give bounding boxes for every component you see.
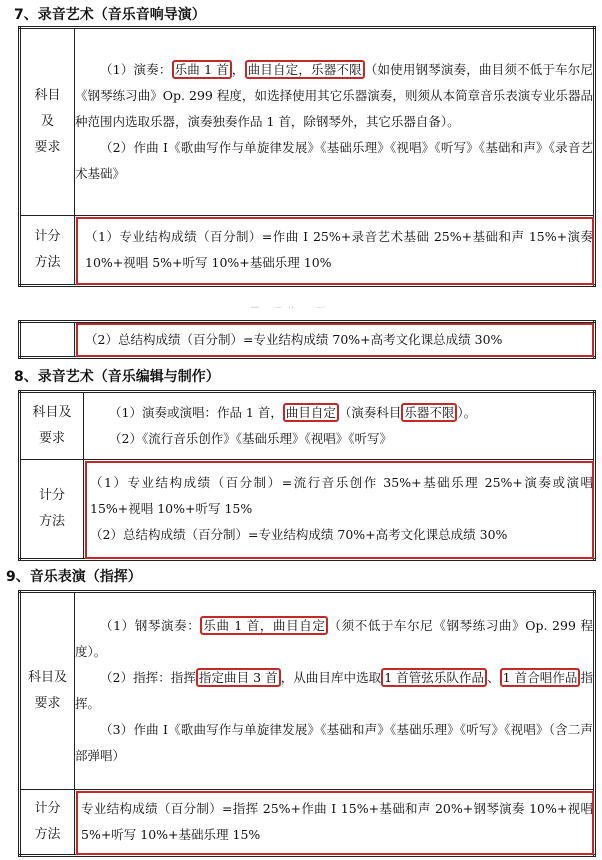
section-7-score-2: （2）总结构成绩（百分制）=专业结构成绩 70%+高考文化课总成绩 30%	[75, 322, 595, 358]
section-7-req-1	[75, 57, 593, 135]
section-8-requirements	[84, 392, 595, 460]
section-9-requirements	[75, 592, 595, 790]
page-break	[0, 308, 602, 318]
highlight-box: 1 首管弦乐队作品	[381, 668, 487, 687]
section-9-score-1: 专业结构成绩（百分制）=指挥 25%+作曲 Ⅰ 15%+基础和声 20%+钢琴演奏 10%+视唱 5%+听写 10%+基础乐理 15%	[75, 790, 595, 856]
text: ）。	[457, 405, 477, 420]
text: 、	[487, 670, 500, 685]
section-8-score-2: （2）总结构成绩（百分制）=专业结构成绩 70%+高考文化课总成绩 30%	[90, 527, 508, 542]
text: （1）演奏或演唱：作品 1 首，	[109, 405, 283, 420]
highlight-box: 曲目自定	[283, 403, 339, 422]
section-8-req-2: （2）《流行音乐创作》《基础乐理》《视唱》《听写》	[109, 431, 392, 446]
text: （2）指挥：指挥	[100, 670, 196, 685]
section-8-score-1: （1）专业结构成绩（百分制）=流行音乐创作 35%+基础乐理 25%+演奏或演唱 15%+视唱 10%+听写 15%	[90, 475, 593, 516]
text: （演奏科目	[338, 405, 402, 420]
highlight-box: 1 首合唱作品	[500, 668, 581, 687]
section-9-subject-label: 科目及 要求	[20, 592, 75, 790]
section-8-subject-label: 科目及 要求	[20, 392, 84, 460]
section-8-req-1	[84, 400, 593, 426]
highlight-box: 乐器不限	[401, 403, 457, 422]
text: 指挥。	[75, 670, 593, 711]
section-8-score-label: 计分 方法	[20, 460, 84, 560]
text: （须不低于车尔尼《钢琴练习曲》Op. 299 程度）。	[75, 618, 593, 659]
highlight-box: 乐曲 1 首，曲目自定	[200, 616, 328, 635]
text: （1）演奏：	[100, 62, 172, 77]
section-8-table	[18, 390, 596, 561]
section-7-title: 7、录音艺术（音乐音响导演）	[14, 7, 206, 23]
text: ，	[231, 62, 245, 77]
text: （如使用钢琴演奏，曲目须不低于车尔尼《钢琴练习曲》Op. 299 程度，如选择使用其它乐器演奏，则须从本简章音乐表演专业乐器品种范围内选取乐器，演奏独奏作品 1 首，除钢琴外，其它乐器自备）。	[75, 62, 593, 129]
section-9-req-2	[75, 665, 593, 717]
section-8-scoring	[84, 460, 595, 560]
section-9-title: 9、音乐表演（指挥）	[6, 569, 142, 585]
section-7-subject-label: 科目 及 要求	[20, 28, 75, 216]
section-9-score-label: 计分 方法	[20, 790, 75, 856]
text: ，从曲目库中选取	[280, 670, 382, 685]
section-7-requirements	[75, 28, 595, 216]
section-9-table	[18, 590, 596, 857]
highlight-box: 乐曲 1 首	[172, 60, 232, 79]
section-8-title: 8、录音艺术（音乐编辑与制作）	[14, 369, 220, 385]
section-7-table	[18, 26, 596, 287]
section-7-table-continued	[18, 320, 596, 359]
section-9-req-1	[75, 613, 593, 665]
empty-cell	[20, 322, 75, 358]
highlight-box: 指定曲目 3 首	[196, 668, 281, 687]
section-7-req-2: （2）作曲 Ⅰ《歌曲写作与单旋律发展》《基础乐理》《视唱》《听写》《基础和声》《录音艺术基础》	[75, 140, 593, 181]
section-9-req-3: （3）作曲 Ⅰ《歌曲写作与单旋律发展》《基础和声》《基础乐理》《听写》《视唱》（含二声部弹唱）	[75, 722, 593, 763]
section-7-score-label: 计分 方法	[20, 216, 75, 286]
text: （1）钢琴演奏：	[100, 618, 201, 633]
section-7-score-1: （1）专业结构成绩（百分制）=作曲 Ⅰ 25%+录音艺术基础 25%+基础和声 15%+演奏 10%+视唱 5%+听写 10%+基础乐理 10%	[75, 216, 595, 286]
highlight-box: 曲目自定，乐器不限	[245, 60, 365, 79]
